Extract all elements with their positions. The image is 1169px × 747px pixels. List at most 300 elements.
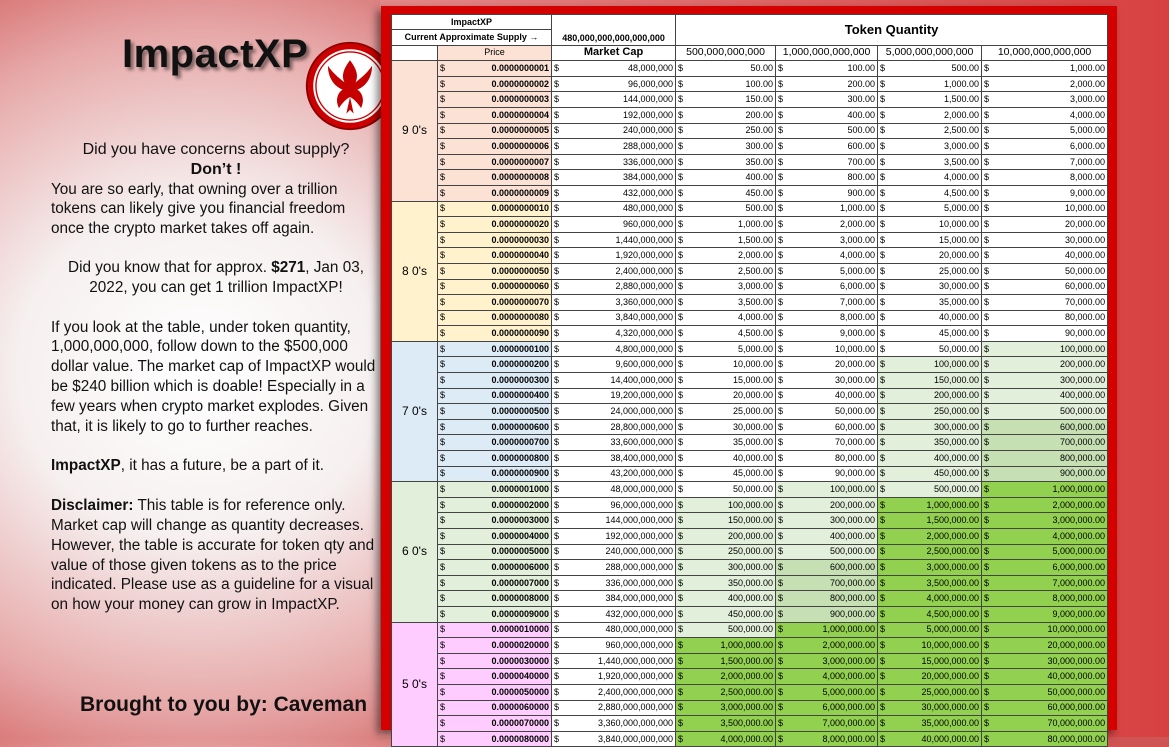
dollar-sign: $ (982, 217, 992, 233)
market-cap-cell: 192,000,000 (562, 107, 676, 123)
dollar-sign: $ (776, 482, 786, 498)
table-row (392, 154, 1108, 170)
value-cell: 7,000,000.00 (786, 716, 878, 732)
dollar-sign: $ (438, 295, 448, 311)
value-cell: 30,000.00 (786, 373, 878, 389)
price-cell: 0.0000000040 (448, 248, 552, 264)
dollar-sign: $ (552, 700, 562, 716)
market-cap-cell: 96,000,000,000 (562, 497, 676, 513)
value-cell: 45,000.00 (888, 326, 982, 342)
price-cell: 0.0000000050 (448, 263, 552, 279)
price-cell: 0.0000000300 (448, 373, 552, 389)
value-cell: 10,000,000.00 (888, 638, 982, 654)
dollar-sign: $ (982, 232, 992, 248)
dollar-sign: $ (552, 341, 562, 357)
dollar-sign: $ (676, 341, 686, 357)
value-cell: 20,000.00 (686, 388, 776, 404)
value-cell: 50,000.00 (686, 482, 776, 498)
price-cell: 0.0000040000 (448, 669, 552, 685)
dollar-sign: $ (878, 560, 888, 576)
dollar-sign: $ (552, 123, 562, 139)
value-cell: 300,000.00 (686, 560, 776, 576)
dollar-sign: $ (552, 638, 562, 654)
market-cap-cell: 24,000,000,000 (562, 404, 676, 420)
dollar-sign: $ (552, 248, 562, 264)
table-row (392, 451, 1108, 467)
paragraph-table-guide: If you look at the table, under token quantity, 1,000,000,000, follow down to the $500,000 dollar value. The market cap of ImpactXP would be $240 billion which is doable! Especially in a few years when crypto market explodes. Given that, it is likely to go to further reaches. (51, 318, 376, 435)
table-row (392, 575, 1108, 591)
value-cell: 30,000,000.00 (992, 653, 1108, 669)
table-row (392, 185, 1108, 201)
dollar-sign: $ (982, 529, 992, 545)
dollar-sign: $ (676, 170, 686, 186)
dollar-sign: $ (776, 404, 786, 420)
dollar-sign: $ (552, 76, 562, 92)
dollar-sign: $ (776, 622, 786, 638)
dollar-sign: $ (552, 529, 562, 545)
price-cell: 0.0000060000 (448, 700, 552, 716)
value-cell: 70,000.00 (786, 435, 878, 451)
market-cap-cell: 1,440,000,000 (562, 232, 676, 248)
table-row (392, 513, 1108, 529)
value-cell: 100.00 (786, 61, 878, 77)
value-cell: 3,000.00 (888, 139, 982, 155)
value-cell: 70,000.00 (992, 295, 1108, 311)
value-cell: 80,000.00 (992, 310, 1108, 326)
dollar-sign: $ (438, 560, 448, 576)
price-cell: 0.0000000001 (448, 61, 552, 77)
table-row (392, 731, 1108, 747)
market-cap-cell: 28,800,000,000 (562, 419, 676, 435)
dollar-sign: $ (552, 185, 562, 201)
value-cell: 2,000.00 (686, 248, 776, 264)
dollar-sign: $ (552, 61, 562, 77)
dollar-sign: $ (438, 326, 448, 342)
dollar-sign: $ (552, 497, 562, 513)
value-cell: 1,000.00 (888, 76, 982, 92)
price-cell: 0.0000000030 (448, 232, 552, 248)
market-cap-cell: 336,000,000,000 (562, 575, 676, 591)
dollar-sign: $ (438, 653, 448, 669)
value-cell: 2,500.00 (888, 123, 982, 139)
dollar-sign: $ (878, 622, 888, 638)
dollar-sign: $ (676, 217, 686, 233)
table-row (392, 482, 1108, 498)
value-cell: 300.00 (686, 139, 776, 155)
value-cell: 3,000.00 (686, 279, 776, 295)
dollar-sign: $ (438, 419, 448, 435)
value-cell: 9,000.00 (992, 185, 1108, 201)
dollar-sign: $ (438, 544, 448, 560)
market-cap-cell: 48,000,000 (562, 61, 676, 77)
price-cell: 0.0000000060 (448, 279, 552, 295)
value-cell: 10,000.00 (786, 341, 878, 357)
value-cell: 8,000.00 (992, 170, 1108, 186)
dollar-sign: $ (776, 263, 786, 279)
dollar-sign: $ (982, 404, 992, 420)
value-cell: 900,000.00 (786, 606, 878, 622)
value-cell: 2,500,000.00 (686, 684, 776, 700)
dollar-sign: $ (982, 170, 992, 186)
dollar-sign: $ (982, 107, 992, 123)
value-cell: 9,000.00 (786, 326, 878, 342)
dollar-sign: $ (438, 185, 448, 201)
dollar-sign: $ (676, 435, 686, 451)
dollar-sign: $ (776, 684, 786, 700)
value-cell: 200,000.00 (888, 388, 982, 404)
dollar-sign: $ (982, 419, 992, 435)
value-cell: 3,500.00 (686, 295, 776, 311)
dollar-sign: $ (552, 435, 562, 451)
dollar-sign: $ (552, 684, 562, 700)
value-cell: 4,000,000.00 (786, 669, 878, 685)
value-cell: 30,000.00 (992, 232, 1108, 248)
value-cell: 25,000.00 (888, 263, 982, 279)
dollar-sign: $ (878, 653, 888, 669)
dollar-sign: $ (878, 591, 888, 607)
dollar-sign: $ (878, 404, 888, 420)
value-cell: 4,000,000.00 (888, 591, 982, 607)
dollar-sign: $ (552, 263, 562, 279)
market-cap-cell: 1,440,000,000,000 (562, 653, 676, 669)
value-cell: 7,000,000.00 (992, 575, 1108, 591)
value-cell: 8,000.00 (786, 310, 878, 326)
value-cell: 5,000.00 (686, 341, 776, 357)
dollar-sign: $ (776, 123, 786, 139)
market-cap-column-header: Market Cap (552, 45, 676, 61)
dollar-sign: $ (552, 373, 562, 389)
market-cap-cell: 3,840,000,000,000 (562, 731, 676, 747)
dollar-sign: $ (776, 731, 786, 747)
value-cell: 7,000.00 (992, 154, 1108, 170)
value-cell: 100,000.00 (686, 497, 776, 513)
value-cell: 3,000,000.00 (686, 700, 776, 716)
dollar-sign: $ (878, 638, 888, 654)
value-cell: 8,000,000.00 (992, 591, 1108, 607)
token-value-table (391, 14, 1108, 747)
value-cell: 3,500,000.00 (888, 575, 982, 591)
dollar-sign: $ (776, 76, 786, 92)
value-cell: 450,000.00 (888, 466, 982, 482)
dollar-sign: $ (776, 232, 786, 248)
dollar-sign: $ (552, 404, 562, 420)
dollar-sign: $ (438, 591, 448, 607)
price-cell: 0.0000010000 (448, 622, 552, 638)
value-cell: 80,000.00 (786, 451, 878, 467)
market-cap-cell: 2,400,000,000,000 (562, 684, 676, 700)
dollar-sign: $ (776, 92, 786, 108)
dollar-sign: $ (438, 529, 448, 545)
price-cell: 0.0000005000 (448, 544, 552, 560)
value-cell: 25,000,000.00 (888, 684, 982, 700)
dollar-sign: $ (552, 451, 562, 467)
market-cap-cell: 288,000,000,000 (562, 560, 676, 576)
dollar-sign: $ (438, 451, 448, 467)
value-cell: 500.00 (888, 61, 982, 77)
dollar-sign: $ (878, 388, 888, 404)
value-cell: 50,000.00 (992, 263, 1108, 279)
dollar-sign: $ (676, 560, 686, 576)
dollar-sign: $ (438, 575, 448, 591)
price-cell: 0.0000000007 (448, 154, 552, 170)
value-cell: 10,000,000.00 (992, 622, 1108, 638)
dollar-sign: $ (878, 154, 888, 170)
dollar-sign: $ (438, 716, 448, 732)
dollar-sign: $ (776, 248, 786, 264)
value-cell: 900.00 (786, 185, 878, 201)
value-cell: 300,000.00 (992, 373, 1108, 389)
table-row (392, 295, 1108, 311)
table-row (392, 435, 1108, 451)
dollar-sign: $ (776, 295, 786, 311)
dollar-sign: $ (982, 622, 992, 638)
dollar-sign: $ (982, 61, 992, 77)
value-cell: 2,000,000.00 (786, 638, 878, 654)
value-cell: 3,000.00 (786, 232, 878, 248)
value-cell: 30,000.00 (888, 279, 982, 295)
dollar-sign: $ (552, 170, 562, 186)
value-cell: 100,000.00 (888, 357, 982, 373)
dollar-sign: $ (878, 606, 888, 622)
price-cell: 0.0000000070 (448, 295, 552, 311)
value-cell: 6,000,000.00 (786, 700, 878, 716)
table-row (392, 341, 1108, 357)
dollar-sign: $ (552, 357, 562, 373)
price-cell: 0.0000080000 (448, 731, 552, 747)
dollar-sign: $ (878, 170, 888, 186)
value-cell: 2,000,000.00 (888, 529, 982, 545)
market-cap-cell: 2,880,000,000 (562, 279, 676, 295)
market-cap-cell: 4,800,000,000 (562, 341, 676, 357)
table-row (392, 92, 1108, 108)
dollar-sign: $ (552, 731, 562, 747)
dollar-sign: $ (552, 201, 562, 217)
price-cell: 0.0000000800 (448, 451, 552, 467)
dollar-sign: $ (776, 638, 786, 654)
token-quantity-header: Token Quantity (676, 15, 1108, 46)
dollar-sign: $ (438, 669, 448, 685)
dollar-sign: $ (676, 404, 686, 420)
market-cap-cell: 14,400,000,000 (562, 373, 676, 389)
value-cell: 4,000.00 (686, 310, 776, 326)
dollar-sign: $ (676, 622, 686, 638)
price-cell: 0.0000008000 (448, 591, 552, 607)
qty-header-2: 1,000,000,000,000 (776, 45, 878, 61)
value-cell: 5,000,000.00 (786, 684, 878, 700)
dollar-sign: $ (676, 263, 686, 279)
dollar-sign: $ (676, 575, 686, 591)
dollar-sign: $ (438, 731, 448, 747)
value-cell: 40,000.00 (888, 310, 982, 326)
dollar-sign: $ (878, 419, 888, 435)
table-name-header: ImpactXP (392, 15, 552, 30)
dollar-sign: $ (982, 154, 992, 170)
value-cell: 10,000.00 (992, 201, 1108, 217)
dollar-sign: $ (776, 529, 786, 545)
table-row (392, 170, 1108, 186)
dollar-sign: $ (776, 669, 786, 685)
dollar-sign: $ (676, 684, 686, 700)
dollar-sign: $ (982, 279, 992, 295)
value-cell: 60,000.00 (786, 419, 878, 435)
dollar-sign: $ (982, 248, 992, 264)
dollar-sign: $ (878, 373, 888, 389)
price-cell: 0.0000000004 (448, 107, 552, 123)
value-cell: 60,000,000.00 (992, 700, 1108, 716)
dollar-sign: $ (878, 248, 888, 264)
value-cell: 90,000.00 (786, 466, 878, 482)
qty-header-4: 10,000,000,000,000 (982, 45, 1108, 61)
credit-line: Brought to you by: Caveman (80, 693, 368, 716)
dollar-sign: $ (676, 653, 686, 669)
table-row (392, 591, 1108, 607)
dollar-sign: $ (878, 575, 888, 591)
value-cell: 500,000.00 (786, 544, 878, 560)
table-row (392, 263, 1108, 279)
value-cell: 20,000,000.00 (888, 669, 982, 685)
table-row (392, 388, 1108, 404)
value-cell: 1,000.00 (992, 61, 1108, 77)
dollar-sign: $ (776, 326, 786, 342)
dollar-sign: $ (676, 466, 686, 482)
dollar-sign: $ (878, 357, 888, 373)
dollar-sign: $ (552, 513, 562, 529)
dollar-sign: $ (982, 731, 992, 747)
dollar-sign: $ (878, 185, 888, 201)
dollar-sign: $ (438, 248, 448, 264)
dollar-sign: $ (552, 310, 562, 326)
dollar-sign: $ (676, 606, 686, 622)
price-cell: 0.0000006000 (448, 560, 552, 576)
dollar-sign: $ (438, 684, 448, 700)
dollar-sign: $ (982, 185, 992, 201)
price-cell: 0.0000000009 (448, 185, 552, 201)
market-cap-cell: 192,000,000,000 (562, 529, 676, 545)
table-row (392, 248, 1108, 264)
value-cell: 4,000.00 (786, 248, 878, 264)
table-row (392, 606, 1108, 622)
dollar-sign: $ (776, 419, 786, 435)
value-cell: 20,000.00 (992, 217, 1108, 233)
value-cell: 1,000,000.00 (992, 482, 1108, 498)
dollar-sign: $ (982, 544, 992, 560)
value-cell: 9,000,000.00 (992, 606, 1108, 622)
dollar-sign: $ (878, 513, 888, 529)
dollar-sign: $ (676, 76, 686, 92)
dollar-sign: $ (676, 248, 686, 264)
value-cell: 5,000,000.00 (888, 622, 982, 638)
dollar-sign: $ (676, 92, 686, 108)
dollar-sign: $ (676, 185, 686, 201)
dollar-sign: $ (552, 606, 562, 622)
market-cap-cell: 144,000,000 (562, 92, 676, 108)
value-cell: 2,000.00 (786, 217, 878, 233)
dollar-sign: $ (982, 435, 992, 451)
table-row (392, 638, 1108, 654)
dollar-sign: $ (878, 669, 888, 685)
dollar-sign: $ (878, 107, 888, 123)
dollar-sign: $ (776, 513, 786, 529)
value-cell: 700,000.00 (992, 435, 1108, 451)
dollar-sign: $ (552, 716, 562, 732)
table-row (392, 326, 1108, 342)
market-cap-cell: 2,880,000,000,000 (562, 700, 676, 716)
market-cap-cell: 336,000,000 (562, 154, 676, 170)
market-cap-cell: 432,000,000 (562, 185, 676, 201)
market-cap-cell: 960,000,000 (562, 217, 676, 233)
dollar-sign: $ (438, 606, 448, 622)
table-row (392, 700, 1108, 716)
price-cell: 0.0000007000 (448, 575, 552, 591)
dollar-sign: $ (438, 232, 448, 248)
price-cell: 0.0000000500 (448, 404, 552, 420)
dollar-sign: $ (438, 482, 448, 498)
dollar-sign: $ (878, 123, 888, 139)
dollar-sign: $ (676, 201, 686, 217)
dollar-sign: $ (676, 513, 686, 529)
market-cap-cell: 19,200,000,000 (562, 388, 676, 404)
dollar-sign: $ (676, 497, 686, 513)
market-cap-cell: 432,000,000,000 (562, 606, 676, 622)
dollar-sign: $ (982, 373, 992, 389)
dollar-sign: $ (438, 435, 448, 451)
value-cell: 4,000.00 (888, 170, 982, 186)
value-cell: 15,000,000.00 (888, 653, 982, 669)
dollar-sign: $ (438, 123, 448, 139)
value-cell: 50,000.00 (786, 404, 878, 420)
dollar-sign: $ (776, 310, 786, 326)
dollar-sign: $ (776, 357, 786, 373)
dollar-sign: $ (438, 61, 448, 77)
paragraph-price: Did you know that for approx. $271, Jan 03, 2022, you can get 1 trillion ImpactXP! (68, 258, 364, 296)
dollar-sign: $ (776, 435, 786, 451)
value-cell: 40,000,000.00 (992, 669, 1108, 685)
dollar-sign: $ (776, 201, 786, 217)
price-cell: 0.0000030000 (448, 653, 552, 669)
dollar-sign: $ (982, 497, 992, 513)
price-cell: 0.0000000400 (448, 388, 552, 404)
dollar-sign: $ (878, 716, 888, 732)
dollar-sign: $ (438, 373, 448, 389)
dollar-sign: $ (438, 466, 448, 482)
value-cell: 300.00 (786, 92, 878, 108)
group-label: 6 0's (392, 482, 438, 622)
table-row (392, 107, 1108, 123)
value-cell: 200.00 (686, 107, 776, 123)
dollar-sign: $ (676, 232, 686, 248)
dollar-sign: $ (776, 497, 786, 513)
dollar-sign: $ (552, 419, 562, 435)
value-cell: 5,000,000.00 (992, 544, 1108, 560)
value-cell: 2,000,000.00 (686, 669, 776, 685)
price-cell: 0.0000070000 (448, 716, 552, 732)
dollar-sign: $ (438, 638, 448, 654)
dollar-sign: $ (552, 217, 562, 233)
market-cap-cell: 288,000,000 (562, 139, 676, 155)
market-cap-cell: 480,000,000 (562, 201, 676, 217)
value-cell: 4,500.00 (686, 326, 776, 342)
price-cell: 0.0000000600 (448, 419, 552, 435)
dollar-sign: $ (552, 466, 562, 482)
dollar-sign: $ (878, 279, 888, 295)
market-cap-cell: 3,840,000,000 (562, 310, 676, 326)
dollar-sign: $ (438, 513, 448, 529)
dollar-sign: $ (878, 497, 888, 513)
dollar-sign: $ (982, 513, 992, 529)
value-cell: 40,000,000.00 (888, 731, 982, 747)
value-cell: 1,500,000.00 (686, 653, 776, 669)
dollar-sign: $ (776, 451, 786, 467)
